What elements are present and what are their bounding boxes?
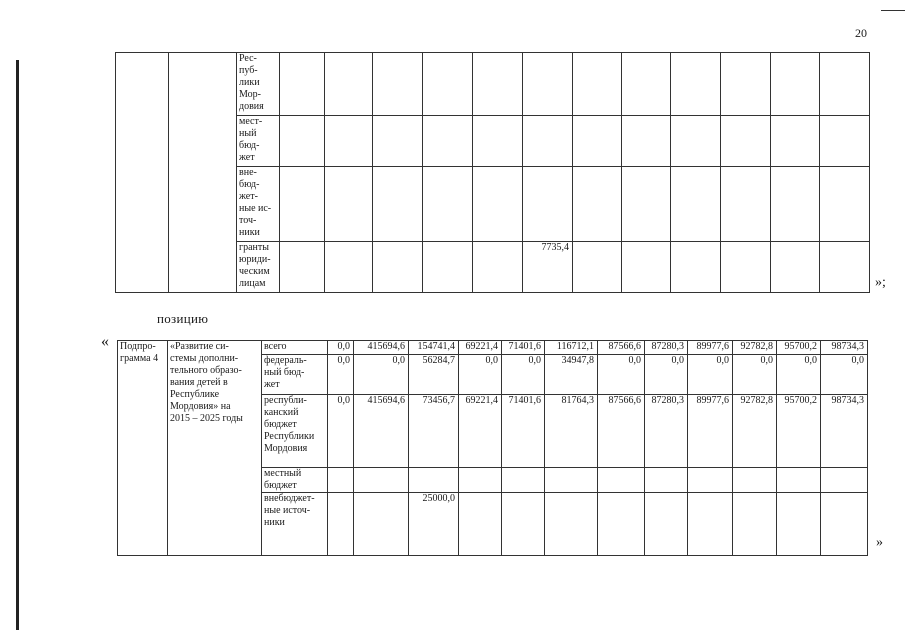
page-number: 20 [855,26,867,40]
value-cell [373,167,423,242]
funding-table-continued [115,52,870,293]
value-cell: 34947,8 [545,355,598,395]
funding-source-cell: местный бюджет [262,468,328,493]
value-cell: 92782,8 [733,341,777,355]
value-cell: 0,0 [821,355,868,395]
value-cell [502,468,545,493]
funding-source-cell: гранты юриди- ческим лицам [237,242,280,293]
top-edge-mark [881,10,905,11]
value-cell [733,468,777,493]
value-cell: 87280,3 [645,341,688,355]
funding-source-cell: федераль- ный бюд- жет [262,355,328,395]
value-cell [280,53,325,116]
value-cell: 95700,2 [777,341,821,355]
value-cell [573,167,622,242]
scan-edge-shadow [16,60,19,630]
value-cell [688,468,733,493]
value-cell [622,242,671,293]
value-cell [671,242,721,293]
value-cell: 71401,6 [502,341,545,355]
value-cell [771,167,820,242]
value-cell [545,468,598,493]
value-cell: 0,0 [502,355,545,395]
value-cell [502,493,545,556]
value-cell [328,468,354,493]
value-cell [820,167,870,242]
value-cell: 0,0 [645,355,688,395]
section-word: позицию [157,311,209,326]
value-cell: 0,0 [777,355,821,395]
value-cell [459,468,502,493]
value-cell [325,53,373,116]
funding-source-cell: всего [262,341,328,355]
value-cell: 415694,6 [354,395,409,468]
value-cell [622,53,671,116]
value-cell: 116712,1 [545,341,598,355]
value-cell [423,167,473,242]
value-cell [573,242,622,293]
value-cell [325,242,373,293]
value-cell [721,242,771,293]
program-cell [116,53,169,293]
opening-quote-mark: « [101,333,109,350]
title-cell [169,53,237,293]
value-cell: 154741,4 [409,341,459,355]
value-cell: 0,0 [328,341,354,355]
value-cell: 0,0 [598,355,645,395]
value-cell [671,53,721,116]
value-cell: 89977,6 [688,395,733,468]
value-cell [423,242,473,293]
value-cell [573,116,622,167]
value-cell: 73456,7 [409,395,459,468]
value-cell: 0,0 [354,355,409,395]
value-cell: 0,0 [733,355,777,395]
value-cell: 89977,6 [688,341,733,355]
value-cell [771,242,820,293]
value-cell [645,493,688,556]
value-cell: 98734,3 [821,341,868,355]
funding-source-cell: внебюджет- ные источ- ники [262,493,328,556]
table-row [116,53,870,116]
value-cell: 87280,3 [645,395,688,468]
value-cell [473,167,523,242]
value-cell: 0,0 [328,355,354,395]
value-cell [523,116,573,167]
value-cell [280,116,325,167]
value-cell [820,242,870,293]
table-row [118,341,868,355]
value-cell: 415694,6 [354,341,409,355]
subprogram-4-funding-table [117,340,868,556]
value-cell [328,493,354,556]
value-cell [671,116,721,167]
value-cell: 92782,8 [733,395,777,468]
subprogram-label-cell: Подпро- грамма 4 [118,341,168,556]
value-cell [821,468,868,493]
value-cell [821,493,868,556]
value-cell [545,493,598,556]
value-cell [423,116,473,167]
value-cell [622,116,671,167]
value-cell [325,116,373,167]
value-cell: 0,0 [328,395,354,468]
value-cell [598,493,645,556]
value-cell [733,493,777,556]
value-cell [721,53,771,116]
value-cell: 87566,6 [598,341,645,355]
value-cell [777,493,821,556]
value-cell: 98734,3 [821,395,868,468]
closing-quote-mark: »; [875,275,886,290]
value-cell: 95700,2 [777,395,821,468]
value-cell [721,167,771,242]
value-cell [771,53,820,116]
value-cell: 71401,6 [502,395,545,468]
value-cell [473,116,523,167]
value-cell [473,242,523,293]
value-cell [771,116,820,167]
value-cell [409,468,459,493]
value-cell [373,116,423,167]
value-cell [354,493,409,556]
value-cell [354,468,409,493]
funding-source-cell: мест- ный бюд- жет [237,116,280,167]
value-cell [280,167,325,242]
value-cell: 0,0 [688,355,733,395]
closing-quote-mark-end: » [876,535,883,550]
value-cell [622,167,671,242]
value-cell: 0,0 [459,355,502,395]
value-cell: 69221,4 [459,395,502,468]
subprogram-title-cell: «Развитие си- стемы дополни- тельного образо- вания детей в Республике Мордовия» на 2015 – 2025 годы [168,341,262,556]
value-cell: 7735,4 [523,242,573,293]
value-cell [373,242,423,293]
value-cell [325,167,373,242]
value-cell [777,468,821,493]
value-cell [820,53,870,116]
value-cell: 56284,7 [409,355,459,395]
value-cell [671,167,721,242]
funding-source-cell: республи- канский бюджет Республики Мордовия [262,395,328,468]
value-cell [280,242,325,293]
value-cell: 87566,6 [598,395,645,468]
value-cell [721,116,771,167]
value-cell [523,53,573,116]
value-cell: 69221,4 [459,341,502,355]
value-cell [423,53,473,116]
value-cell [820,116,870,167]
value-cell: 81764,3 [545,395,598,468]
value-cell [598,468,645,493]
value-cell [573,53,622,116]
value-cell [473,53,523,116]
funding-source-cell: вне- бюд- жет- ные ис- точ- ники [237,167,280,242]
value-cell [688,493,733,556]
value-cell [459,493,502,556]
value-cell [373,53,423,116]
funding-source-cell: Рес- пуб- лики Мор- довия [237,53,280,116]
value-cell: 25000,0 [409,493,459,556]
value-cell [523,167,573,242]
value-cell [645,468,688,493]
